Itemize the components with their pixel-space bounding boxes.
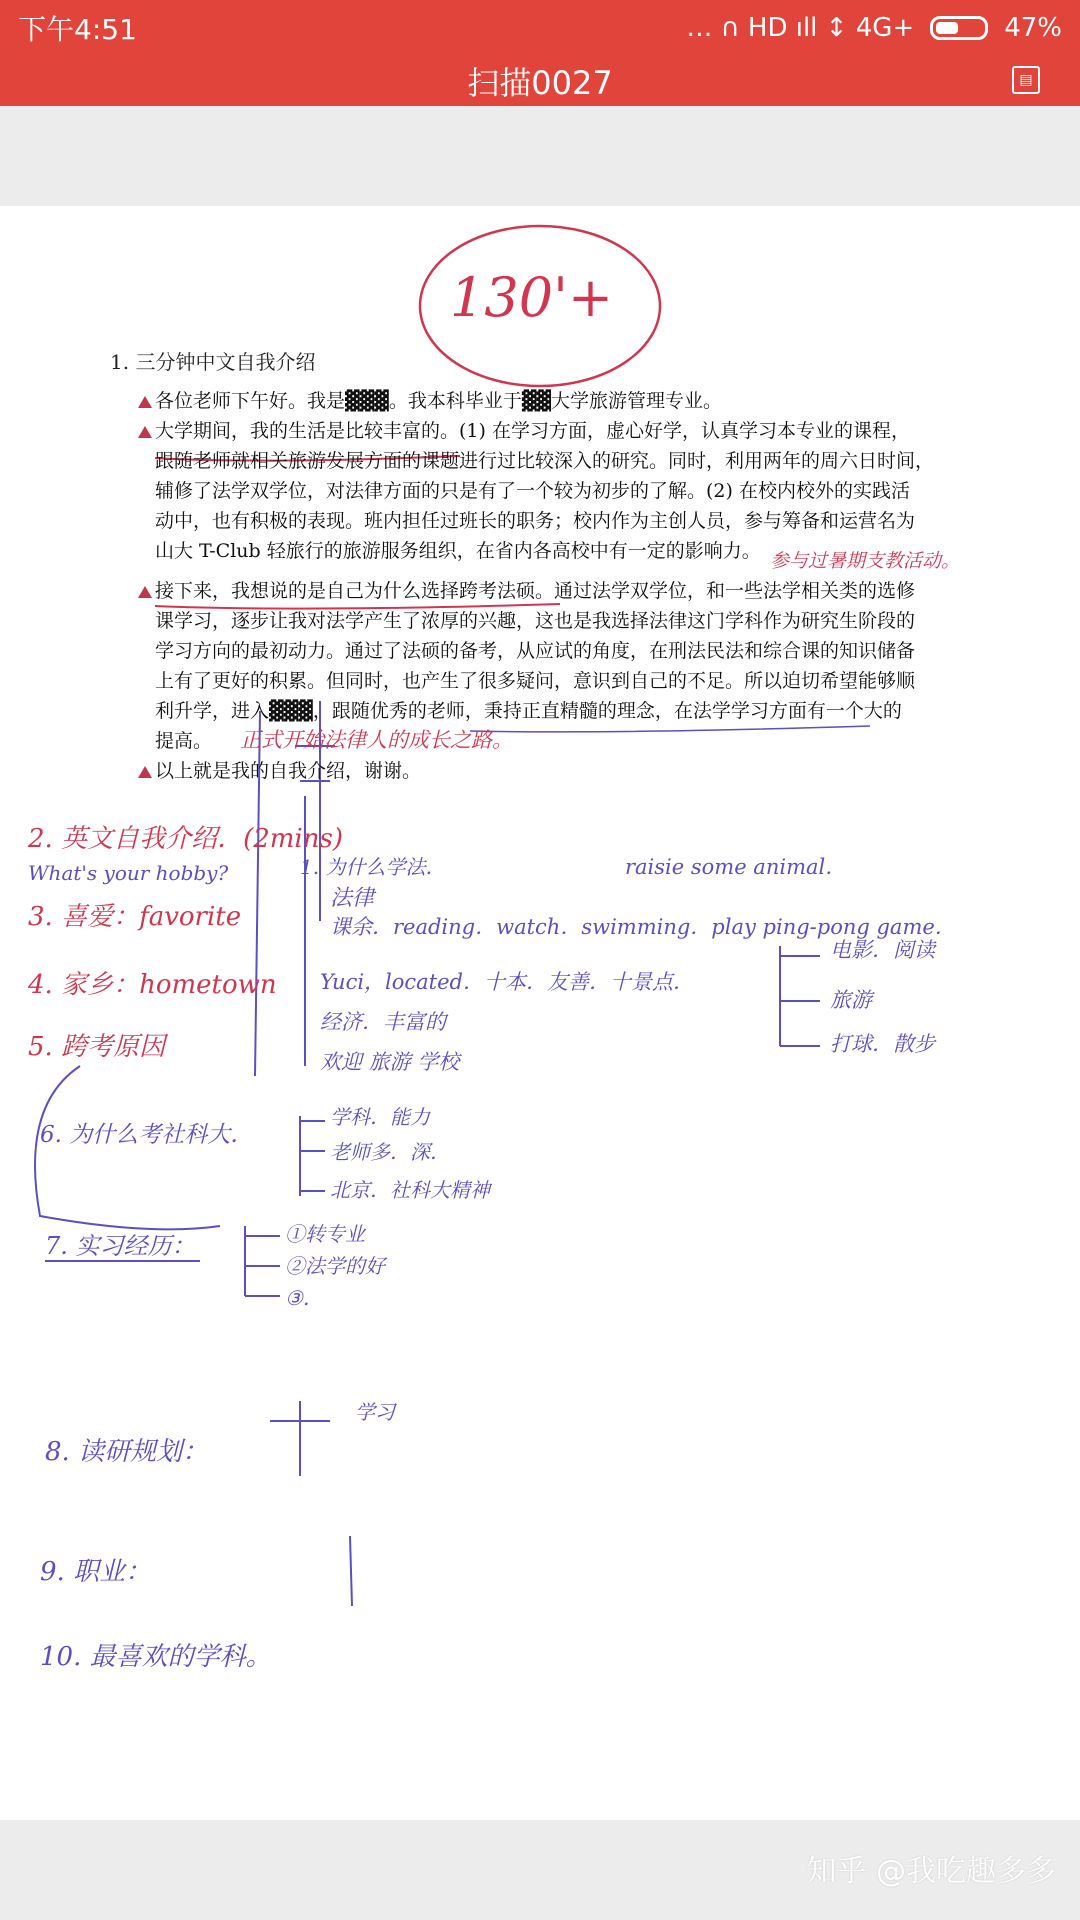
doc-line: 提高。 [155,730,213,752]
doc-line: 接下来，我想说的是自己为什么选择跨考法硕。通过法学双学位，和一些法学相关类的选修 [155,580,916,602]
doc-line: 跟随老师就相关旅游发展方面的课题进行过比较深入的研究。同时，利用两年的周六日时间， [155,450,935,472]
note-blue: 课余．reading．watch．swimming．play ping-pong game． [330,915,956,939]
battery-fill [936,22,958,34]
note-blue: 老师多．深． [330,1140,450,1164]
status-indicators [686,13,1062,43]
bracket-3 [780,946,820,1046]
note-red: 4. 家乡：hometown [28,970,277,1000]
top-margin [0,106,1080,206]
note-red: 参与过暑期支教活动。 [770,550,961,572]
note-blue: 9. 职业： [40,1557,152,1587]
watermark: 知乎 @我吃趣多多 [806,1854,1056,1889]
bullet-icon [138,396,152,408]
note-blue: 6. 为什么考社科大． [40,1122,254,1148]
doc-heading: 1. 三分钟中文自我介绍 [110,350,316,374]
score-mark: 130'+ [450,266,614,329]
note-blue: 8. 读研规划： [45,1437,209,1467]
note-blue: 法律 [330,886,375,911]
battery-icon [930,16,988,40]
pdf-export-icon[interactable]: ▤ [1012,66,1040,94]
note-blue: 打球．散步 [830,1032,935,1056]
note-blue: 学习 [355,1400,395,1424]
note-blue: ②法学的好 [285,1254,385,1278]
doc-line: 山大 T-Club 轻旅行的旅游服务组织，在省内各高校中有一定的影响力。 [155,540,761,562]
note-blue: 学科．能力 [330,1105,430,1129]
bullet-icon [138,426,152,438]
note-blue: What's your hobby? [28,861,229,885]
note-blue: ①转专业 [285,1222,365,1246]
note-red: 5. 跨考原因 [28,1032,166,1062]
doc-line: 课学习，逐步让我对法学产生了浓厚的兴趣，这也是我选择法律这门学科作为研究生阶段的 [155,610,916,632]
note-blue: ③． [285,1286,323,1310]
note-red: 正式开始法律人的成长之路。 [240,728,513,752]
status-time: 下午4:51 [18,13,137,46]
app-bar [0,56,1080,106]
signal-icons: … ∩ HD ıll ↕ 4G+ [686,13,915,43]
note-blue: 欢迎 旅游 学校 [320,1050,460,1074]
bracket-10 [350,1536,352,1606]
bullet-icon [138,586,152,598]
bracket-8 [270,1401,330,1476]
note-blue: 北京．社科大精神 [330,1178,490,1202]
bracket-4 [300,1116,325,1196]
scanned-document[interactable] [0,206,1080,1820]
note-red: 2. 英文自我介绍．(2mins) [28,824,343,854]
bracket-5 [245,1226,280,1296]
doc-line: 学习方向的最初动力。通过了法硕的备考，从应试的角度，在刑法民法和综合课的知识储备 [155,640,916,662]
doc-line: 利升学，进入▓▓▓，跟随优秀的老师，秉持正直精髓的理念，在法学学习方面有一个大的 [155,700,902,722]
page-title: 扫描0027 [467,64,613,102]
note-red: 3. 喜爱：favorite [28,902,242,932]
battery-percent: 47% [1004,13,1062,43]
note-blue: 1. 为什么学法． [300,855,446,879]
note-blue: 7. 实习经历： [45,1232,196,1260]
strikethrough-hobbies [470,726,870,732]
note-blue: 经济．丰富的 [320,1010,446,1034]
doc-line: 各位老师下午好。我是▓▓▓。我本科毕业于▓▓大学旅游管理专业。 [155,390,723,412]
note-blue: 10. 最喜欢的学科。 [40,1642,272,1672]
status-bar [0,0,1080,56]
bullet-icon [138,766,152,778]
note-blue: 电影．阅读 [830,938,935,962]
doc-line: 辅修了法学双学位，对法律方面的只是有了一个较为初步的了解。(2) 在校内校外的实践活 [155,480,910,502]
doc-line: 动中，也有积极的表现。班内担任过班长的职务；校内作为主创人员，参与筹备和运营名为 [155,510,916,532]
doc-line: 以上就是我的自我介绍，谢谢。 [155,760,422,782]
note-blue: 旅游 [830,988,872,1012]
doc-line: 上有了更好的积累。但同时，也产生了很多疑问，意识到自己的不足。所以迫切希望能够顺 [155,670,916,692]
doc-line: 大学期间，我的生活是比较丰富的。(1) 在学习方面，虚心好学，认真学习本专业的课程， [155,420,910,442]
note-blue: raisie some animal． [625,855,847,879]
note-blue: Yuci，located．十本．友善．十景点． [320,970,694,994]
